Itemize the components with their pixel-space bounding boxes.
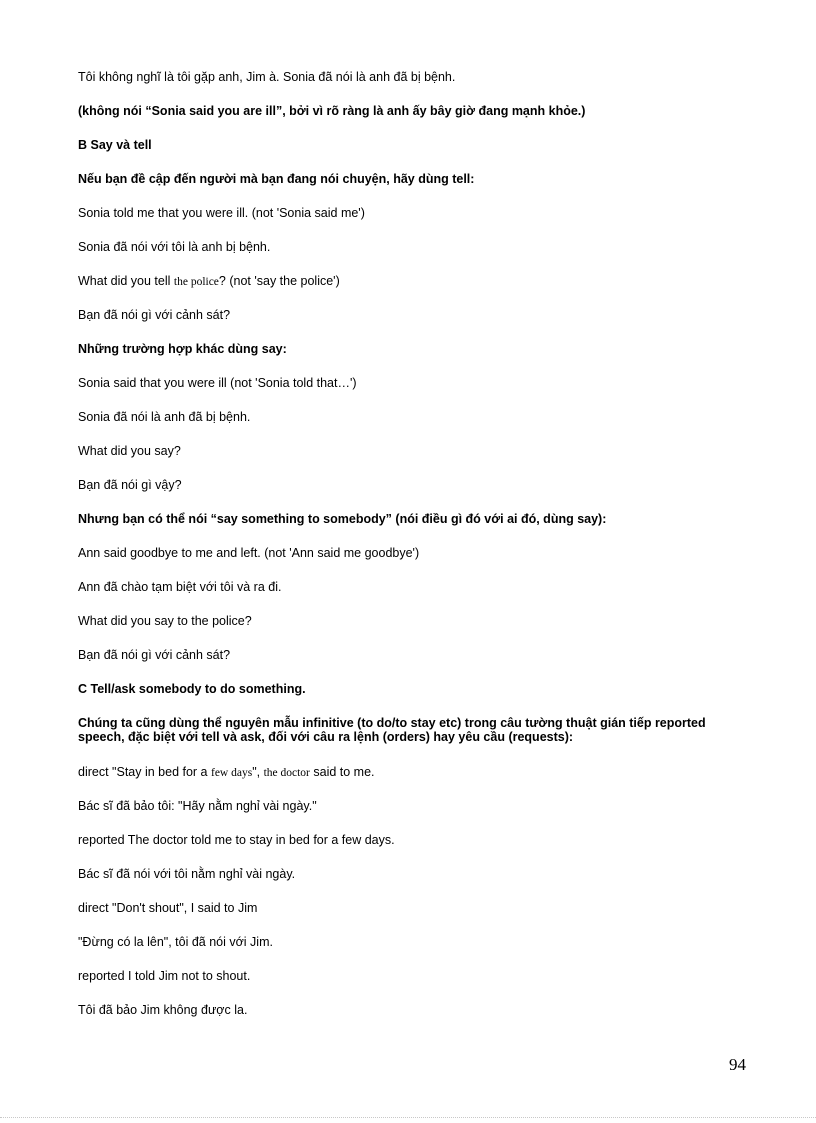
example-en: What did you say to the police? xyxy=(78,614,252,628)
text-run: direct "Stay in bed for a xyxy=(78,765,211,779)
example-en: What did you say? xyxy=(78,444,181,458)
rule-say: Những trường hợp khác dùng say: xyxy=(78,342,287,356)
text-run: ", xyxy=(252,765,264,779)
rule-infinitive: Chúng ta cũng dùng thể nguyên mẫu infinitive (to do/to stay etc) trong câu tường thuật gián tiếp reported speech, đặc biệt với tell và ask, đối với câu ra lệnh (orders) hay yêu cầu (requests): xyxy=(78,716,706,744)
text-run-serif: the police xyxy=(173,276,219,288)
example-vi: Tôi đã bảo Jim không được la. xyxy=(78,1003,248,1017)
page-bottom-divider xyxy=(0,1117,816,1118)
example-vi: Ann đã chào tạm biệt với tôi và ra đi. xyxy=(78,580,282,594)
example-vi: Bạn đã nói gì với cảnh sát? xyxy=(78,308,231,322)
example-direct: direct "Don't shout", I said to Jim xyxy=(78,901,258,915)
example-en: Sonia said that you were ill (not 'Sonia told that…') xyxy=(78,376,357,390)
paragraph-vi-sentence: Tôi không nghĩ là tôi gặp anh, Jim à. Sonia đã nói là anh đã bị bệnh. xyxy=(78,70,456,84)
section-heading-c: C Tell/ask somebody to do something. xyxy=(78,682,306,696)
text-run-serif: few days xyxy=(210,767,253,779)
example-reported: reported I told Jim not to shout. xyxy=(78,969,251,983)
text-run: What did you tell xyxy=(78,274,174,288)
example-reported: reported The doctor told me to stay in bed for a few days. xyxy=(78,833,395,847)
example-vi: Bạn đã nói gì với cảnh sát? xyxy=(78,648,231,662)
text-run-serif: the doctor xyxy=(263,767,310,779)
rule-say-to: Nhưng bạn có thể nói “say something to somebody” (nói điều gì đó với ai đó, dùng say): xyxy=(78,512,607,526)
example-vi: Bác sĩ đã nói với tôi nằm nghỉ vài ngày. xyxy=(78,867,296,881)
example-en: Ann said goodbye to me and left. (not 'Ann said me goodbye') xyxy=(78,546,420,560)
text-run: ? (not 'say the police') xyxy=(218,274,340,288)
example-vi: Sonia đã nói với tôi là anh bị bệnh. xyxy=(78,240,271,254)
paragraph-note: (không nói “Sonia said you are ill”, bởi vì rõ ràng là anh ấy bây giờ đang mạnh khỏe.) xyxy=(78,104,586,118)
example-en-police xyxy=(78,274,738,289)
example-vi: Bác sĩ đã bảo tôi: "Hãy nằm nghỉ vài ngày." xyxy=(78,799,317,813)
section-heading-b: B Say và tell xyxy=(78,138,152,152)
example-en: Sonia told me that you were ill. (not 'Sonia said me') xyxy=(78,206,365,220)
example-direct xyxy=(78,765,738,780)
example-vi: "Đừng có la lên", tôi đã nói với Jim. xyxy=(78,935,273,949)
rule-tell: Nếu bạn đề cập đến người mà bạn đang nói chuyện, hãy dùng tell: xyxy=(78,172,475,186)
example-vi: Bạn đã nói gì vậy? xyxy=(78,478,182,492)
text-run: said to me. xyxy=(309,765,375,779)
page-number: 94 xyxy=(729,1055,746,1074)
example-vi: Sonia đã nói là anh đã bị bệnh. xyxy=(78,410,251,424)
